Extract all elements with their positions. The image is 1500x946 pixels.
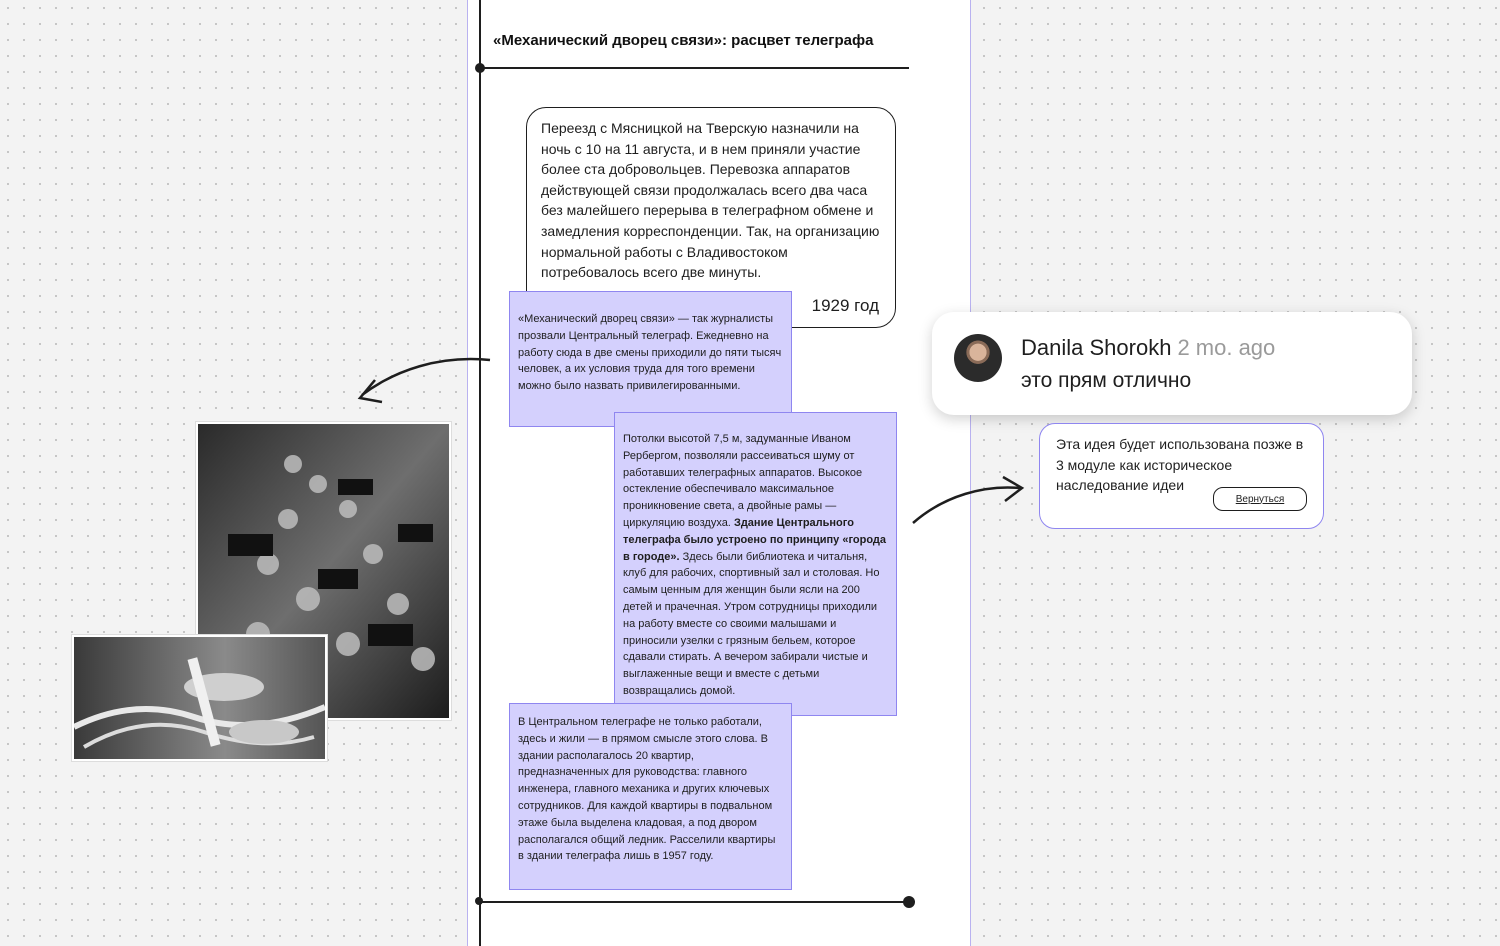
note-ceilings-bold: Здание Центрального телеграфа было устроено по принципу «города в городе». [623,516,887,563]
note-apartments-text: В Центральном телеграфе не только работали, здесь и жили — в прямом смысле этого слова. В здании располагалось 20 квартир, предназначенных для руководства: главного инженера, главного механика и других ключевых сотрудников. Для каждой квартиры в подвальном этаже была выделена кладовая, а под двором располагался общий ледник. Расселили квартиры в здании телеграфа лишь в 1957 году. [518,716,776,863]
bubble-year: 1929 год [811,296,879,316]
arrow-to-idea [913,487,1020,523]
bubble-text: Переезд с Мясницкой на Тверскую назначили на ночь с 10 на 11 августа, и в нем приняли участие более ста добровольцев. Перевозка аппаратов действующей связи продолжалась всего два часа без малейшего перерыва в телеграфном обмене и замедления корреспонденции. Так, на организацию нормальной работы с Владивостоком потребовалось всего две минуты. [541,120,880,281]
note-palace-text: «Механический дворец связи» — так журналисты прозвали Центральный телеграф. Ежедневно на работу сюда в две смены приходили до пяти тысяч человек, а их условия труда для того времени можно было назвать привилегированными. [518,313,782,393]
arrow-to-idea-head [1003,477,1022,501]
arrow-to-photos [362,359,490,395]
note-ceilings-text-2: Здесь были библиотека и читальня, клуб для рабочих, спортивный зал и столовая. Но самым ценным для женщин были ясли на 200 детей и прачечная. Утром сотрудницы приходили на работу вместе со своими малышами и приносили узелки с грязным бельем, которое сдавали стирать. А вечером забирали чистые и выглаженные вещи и вместе с детьми возвращались домой. [623,550,880,697]
comment-time: 2 mo. ago [1177,335,1276,360]
idea-text: Эта идея будет использована позже в 3 модуле как историческое наследование идеи [1056,436,1304,494]
idea-card[interactable] [1039,423,1324,529]
comment-text: это прям отлично [1021,369,1192,392]
note-ceilings-text-1: Потолки высотой 7,5 м, задуманные Иваном Рербергом, позволяли рассеиваться шуму от работавших телеграфных аппаратов. Высокое остекление обеспечивало максимальное проникновение света, а двойные рамы — циркуляцию воздуха. [623,433,863,529]
comment-card[interactable] [932,312,1412,415]
frame-title: «Механический дворец связи»: расцвет телеграфа [493,32,874,49]
comment-header [1021,335,1275,361]
back-button[interactable]: Вернуться [1213,487,1307,511]
avatar[interactable] [954,334,1002,382]
comment-author[interactable]: Danila Shorokh [1021,335,1172,360]
